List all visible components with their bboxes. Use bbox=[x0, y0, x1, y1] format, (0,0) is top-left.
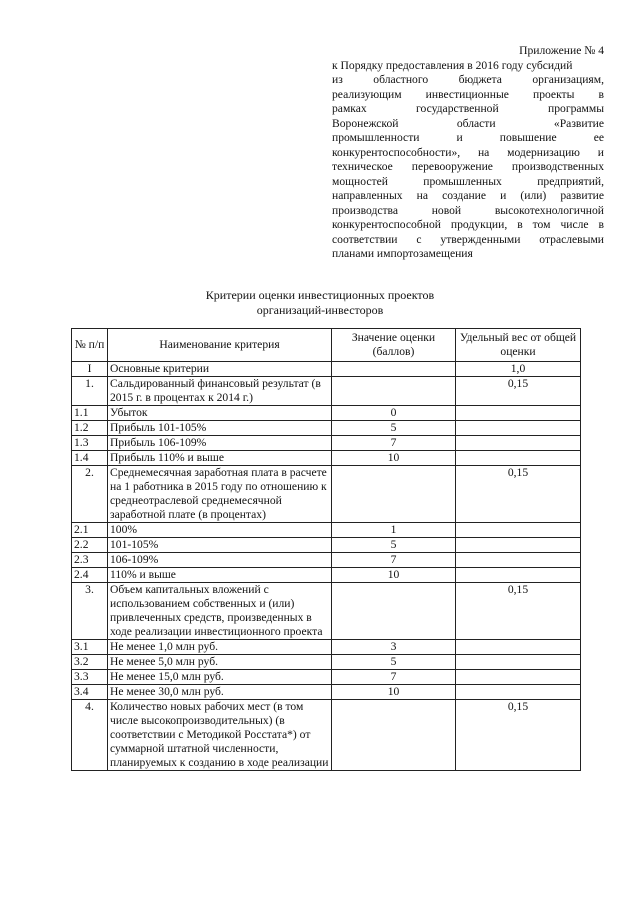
annex-title: Приложение № 4 bbox=[519, 44, 604, 57]
row-name: Количество новых рабочих мест (в том числе высокопроизводительных) (в соответствии с Методикой Росстата*) от суммарной штатной численности, планируемых к созданию в ходе реализации bbox=[108, 700, 332, 771]
row-score: 10 bbox=[332, 451, 456, 466]
row-name: Не менее 30,0 млн руб. bbox=[108, 685, 332, 700]
annex-line: Воронежской области «Развитие bbox=[332, 116, 604, 130]
annex-line: из областного бюджета организациям, bbox=[332, 73, 604, 86]
row-num: 3.3 bbox=[72, 670, 108, 685]
table-header-row bbox=[72, 329, 581, 362]
annex-line: конкурентоспособности», на модернизацию и bbox=[332, 145, 604, 159]
header-num: № п/п bbox=[72, 329, 108, 362]
row-weight bbox=[456, 436, 581, 451]
table-row bbox=[72, 538, 581, 553]
row-score: 5 bbox=[332, 655, 456, 670]
row-weight bbox=[456, 640, 581, 655]
row-weight bbox=[456, 451, 581, 466]
table-row bbox=[72, 451, 581, 466]
row-name: Сальдированный финансовый результат (в 2015 г. в процентах к 2014 г.) bbox=[108, 377, 332, 406]
row-name: Не менее 1,0 млн руб. bbox=[108, 640, 332, 655]
row-score: 10 bbox=[332, 685, 456, 700]
row-num: 3.1 bbox=[72, 640, 108, 655]
row-weight bbox=[456, 685, 581, 700]
row-weight bbox=[456, 553, 581, 568]
row-weight bbox=[456, 421, 581, 436]
annex-line: конкурентоспособной продукции, в том числе в bbox=[332, 218, 604, 231]
row-num: 1. bbox=[72, 377, 108, 406]
header-weight: Удельный вес от общей оценки bbox=[456, 329, 581, 362]
row-name: Объем капитальных вложений с использованием собственных и (или) привлеченных средств, произведенных в ходе реализации инвестиционного проекта bbox=[108, 583, 332, 640]
table-row bbox=[72, 655, 581, 670]
row-score: 7 bbox=[332, 553, 456, 568]
row-score: 7 bbox=[332, 670, 456, 685]
table-row bbox=[72, 523, 581, 538]
row-name: Не менее 15,0 млн руб. bbox=[108, 670, 332, 685]
annex-line: направленных на создание и (или) развитие bbox=[332, 189, 604, 202]
table-row bbox=[72, 700, 581, 771]
row-weight bbox=[456, 406, 581, 421]
row-name: 101-105% bbox=[108, 538, 332, 553]
document-title-line1: Критерии оценки инвестиционных проектов bbox=[205, 288, 435, 302]
row-num: I bbox=[72, 362, 108, 377]
row-name: 106-109% bbox=[108, 553, 332, 568]
row-num: 4. bbox=[72, 700, 108, 771]
row-score: 1 bbox=[332, 523, 456, 538]
table-row bbox=[72, 406, 581, 421]
row-num: 2. bbox=[72, 466, 108, 523]
annex-line: техническое перевооружение производственных bbox=[332, 160, 604, 173]
row-weight bbox=[456, 538, 581, 553]
annex-line: промышленности и повышение ее bbox=[332, 131, 604, 144]
table-row bbox=[72, 685, 581, 700]
table-row bbox=[72, 553, 581, 568]
row-weight bbox=[456, 655, 581, 670]
row-num: 2.3 bbox=[72, 553, 108, 568]
row-score: 10 bbox=[332, 568, 456, 583]
row-name: Прибыль 110% и выше bbox=[108, 451, 332, 466]
annex-line: рамках государственной программы bbox=[332, 102, 604, 115]
row-weight bbox=[456, 568, 581, 583]
row-score: 5 bbox=[332, 421, 456, 436]
row-weight: 1,0 bbox=[456, 362, 581, 377]
table-row bbox=[72, 466, 581, 523]
row-weight: 0,15 bbox=[456, 466, 581, 523]
table-row bbox=[72, 421, 581, 436]
table-row bbox=[72, 362, 581, 377]
table-row bbox=[72, 568, 581, 583]
document-title bbox=[0, 288, 640, 318]
row-name: Прибыль 101-105% bbox=[108, 421, 332, 436]
row-num: 2.2 bbox=[72, 538, 108, 553]
row-score bbox=[332, 377, 456, 406]
annex-line: к Порядку предоставления в 2016 году субсидий bbox=[332, 58, 573, 72]
row-score bbox=[332, 466, 456, 523]
row-score: 7 bbox=[332, 436, 456, 451]
row-name: 100% bbox=[108, 523, 332, 538]
annex-line: планами импортозамещения bbox=[332, 247, 473, 260]
criteria-table bbox=[71, 328, 581, 771]
row-num: 2.1 bbox=[72, 523, 108, 538]
row-num: 3. bbox=[72, 583, 108, 640]
row-score: 5 bbox=[332, 538, 456, 553]
row-score bbox=[332, 700, 456, 771]
row-num: 1.4 bbox=[72, 451, 108, 466]
row-name: Прибыль 106-109% bbox=[108, 436, 332, 451]
row-score bbox=[332, 583, 456, 640]
table-row bbox=[72, 640, 581, 655]
row-weight bbox=[456, 670, 581, 685]
row-weight: 0,15 bbox=[456, 700, 581, 771]
annex-line: реализующим инвестиционные проекты в bbox=[332, 87, 604, 101]
row-score bbox=[332, 362, 456, 377]
row-weight: 0,15 bbox=[456, 583, 581, 640]
row-name: Среднемесячная заработная плата в расчете на 1 работника в 2015 году по отношению к среднеотраслевой среднемесячной заработной плате (в процентах) bbox=[108, 466, 332, 523]
row-score: 3 bbox=[332, 640, 456, 655]
row-num: 1.2 bbox=[72, 421, 108, 436]
row-name: 110% и выше bbox=[108, 568, 332, 583]
annex-line: производства новой высокотехнологичной bbox=[332, 203, 604, 217]
row-num: 3.4 bbox=[72, 685, 108, 700]
document-title-line2: организаций-инвесторов bbox=[256, 303, 384, 317]
row-weight bbox=[456, 523, 581, 538]
row-num: 1.3 bbox=[72, 436, 108, 451]
table-row bbox=[72, 377, 581, 406]
row-name: Не менее 5,0 млн руб. bbox=[108, 655, 332, 670]
row-num: 1.1 bbox=[72, 406, 108, 421]
row-name: Убыток bbox=[108, 406, 332, 421]
table-row bbox=[72, 583, 581, 640]
annex-line: соответствии с утвержденными отраслевыми bbox=[332, 232, 604, 246]
table-row bbox=[72, 670, 581, 685]
row-weight: 0,15 bbox=[456, 377, 581, 406]
row-num: 2.4 bbox=[72, 568, 108, 583]
row-name: Основные критерии bbox=[108, 362, 332, 377]
annex-line: мощностей промышленных предприятий, bbox=[332, 174, 604, 188]
row-score: 0 bbox=[332, 406, 456, 421]
annex-block bbox=[332, 44, 604, 262]
header-name: Наименование критерия bbox=[108, 329, 332, 362]
header-score: Значение оценки (баллов) bbox=[332, 329, 456, 362]
row-num: 3.2 bbox=[72, 655, 108, 670]
table-row bbox=[72, 436, 581, 451]
